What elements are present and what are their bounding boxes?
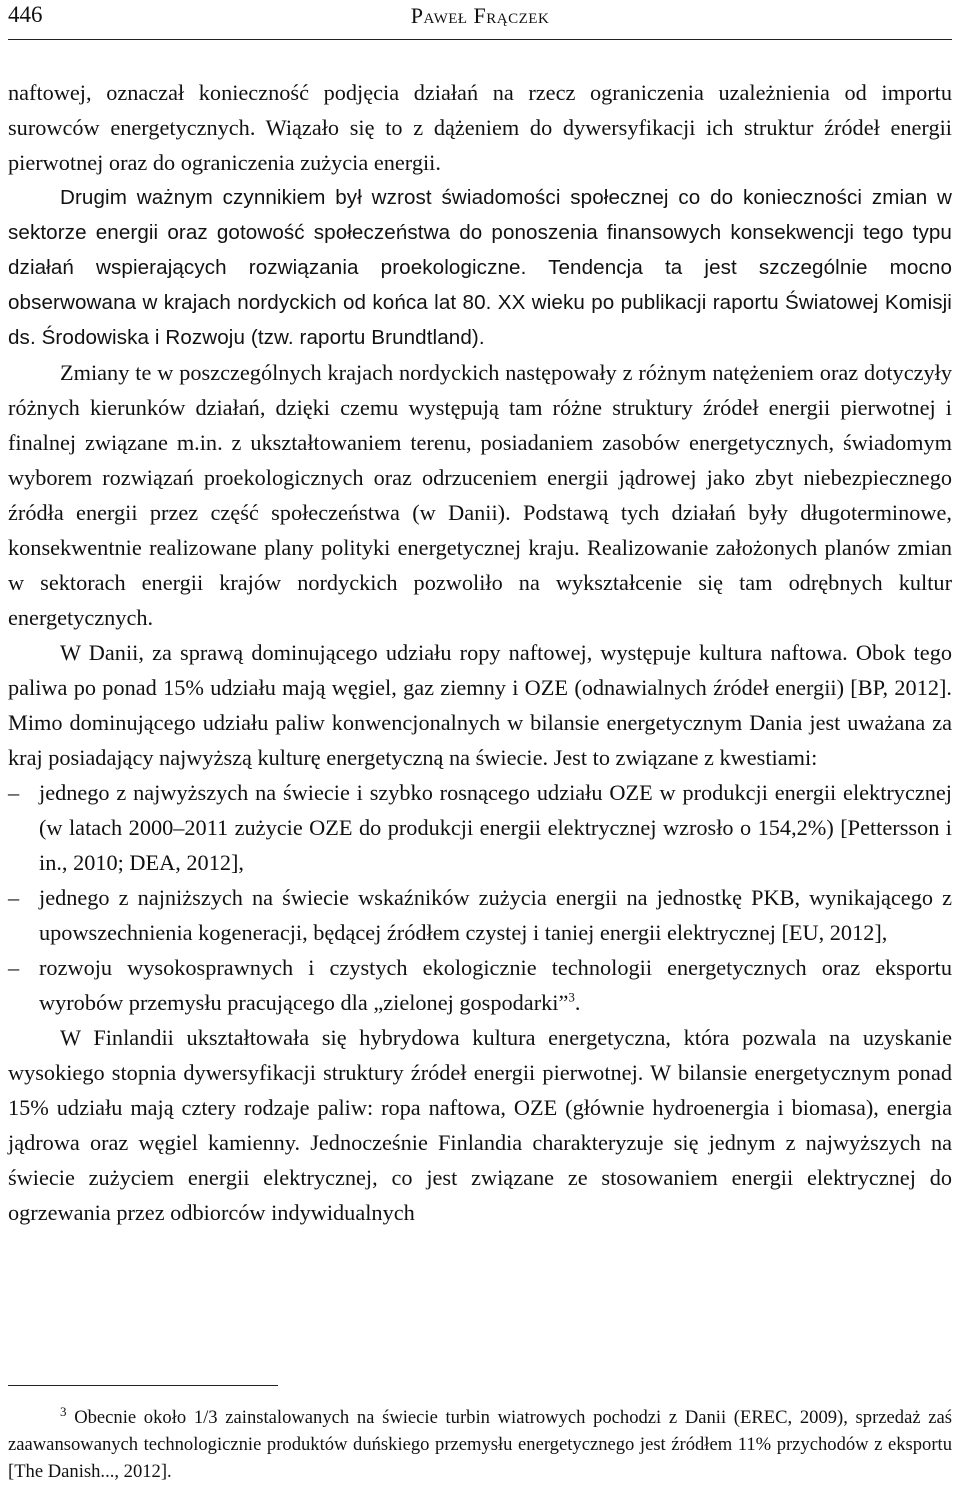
header-rule [8,39,952,40]
bullet-text-end: . [574,990,581,1015]
paragraph-1: naftowej, oznaczał konieczność podjęcia działań na rzecz ograniczenia uzależnienia od importu surowców energetycznych. Wiązało się to z dążeniem do dywersyfikacji ich struktur źródeł energii pierwotnej oraz do ograniczenia zużycia energii. [8,80,952,175]
body-text [8,75,952,1230]
footnote-reference: 3 [568,989,575,1005]
dash-marker: – [8,955,20,980]
bullet-item [8,775,952,880]
footnote-marker: 3 [60,1403,67,1419]
bullet-list [8,775,952,1020]
footnote [8,1404,952,1485]
dash-marker: – [8,885,20,910]
dash-marker: – [8,780,20,805]
paragraph-3: Zmiany te w poszczególnych krajach nordyckich następowały z różnym natężeniem oraz dotyczyły różnych kierunków działań, dzięki czemu występują tam różne struktury źródeł energii pierwotnej i finalnej związane m.in. z ukształtowaniem terenu, posiadaniem zasobów energetycznych, świadomym wyborem rozwiązań proekologicznych oraz odrzuceniem energii jądrowej jako zbyt niebezpiecznego źródła energii przez część społeczeństwa (w Danii). Podstawą tych działań były długoterminowe, konsekwentnie realizowane plany polityki energetycznej kraju. Realizowanie założonych planów zmian w sektorach energii krajów nordyckich pozwoliło na wykształcenie się tam odrębnych kultur energetycznych. [8,360,952,630]
bullet-text: jednego z najwyższych na świecie i szybko rosnącego udziału OZE w produkcji energii elektrycznej (w latach 2000–2011 zużycie OZE do produkcji energii elektrycznej wzrosło o 154,2%) [Pettersson i in., 2010; DEA, 2012], [39,780,952,875]
bullet-text: jednego z najniższych na świecie wskaźników zużycia energii na jednostkę PKB, wynikającego z upowszechnienia kogeneracji, będącej źródłem czystej i taniej energii elektrycznej [EU, 2012], [39,885,952,945]
paragraph-2: Drugim ważnym czynnikiem był wzrost świadomości społecznej co do konieczności zmian w sektorze energii oraz gotowość społeczeństwa do ponoszenia finansowych konsekwencji tego typu działań wspierających rozwiązania proekologiczne. Tendencja ta jest szczególnie mocno obserwowana w krajach nordyckich od końca lat 80. XX wieku po publikacji raportu Światowej Komisji ds. Środowiska i Rozwoju (tzw. raportu Brundtland). [8,186,952,349]
paragraph-4: W Danii, za sprawą dominującego udziału ropy naftowej, występuje kultura naftowa. Obok tego paliwa po ponad 15% udziału mają węgiel, gaz ziemny i OZE (odnawialnych źródeł energii) [BP, 2012]. Mimo dominującego udziału paliw konwencjonalnych w bilansie energetycznym Dania jest uważana za kraj posiadający najwyższą kulturę energetyczną na świecie. Jest to związane z kwestiami: [8,640,952,770]
bullet-item [8,950,952,1020]
footnote-text: Obecnie około 1/3 zainstalowanych na świecie turbin wiatrowych pochodzi z Danii (EREC, 2009), sprzedaż zaś zaawansowanych technologicznie produktów duńskiego przemysłu energetycznego jest źródłem 11% przychodów z eksportu [The Danish..., 2012]. [8,1407,953,1482]
page-number: 446 [8,2,43,27]
running-head-author: Paweł Frączek [410,3,550,28]
bullet-text: rozwoju wysokosprawnych i czystych ekologicznie technologii energetycznych oraz eksportu wyrobów przemysłu pracującego dla „zielonej gospodarki” [39,955,952,1015]
paragraph-5: W Finlandii ukształtowała się hybrydowa kultura energetyczna, która pozwala na uzyskanie wysokiego stopnia dywersyfikacji struktury źródeł energii pierwotnej. W bilansie energetycznym ponad 15% udziału mają cztery rodzaje paliw: ropa naftowa, OZE (głównie hydroenergia i biomasa), energia jądrowa oraz węgiel kamienny. Jednocześnie Finlandia charakteryzuje się jednym z najwyższych na świecie zużyciem energii elektrycznej, co jest związane ze stosowaniem energii elektrycznej do ogrzewania przez odbiorców indywidualnych [8,1025,952,1225]
bullet-item [8,880,952,950]
page-header [8,0,952,36]
footnote-rule [8,1385,278,1386]
